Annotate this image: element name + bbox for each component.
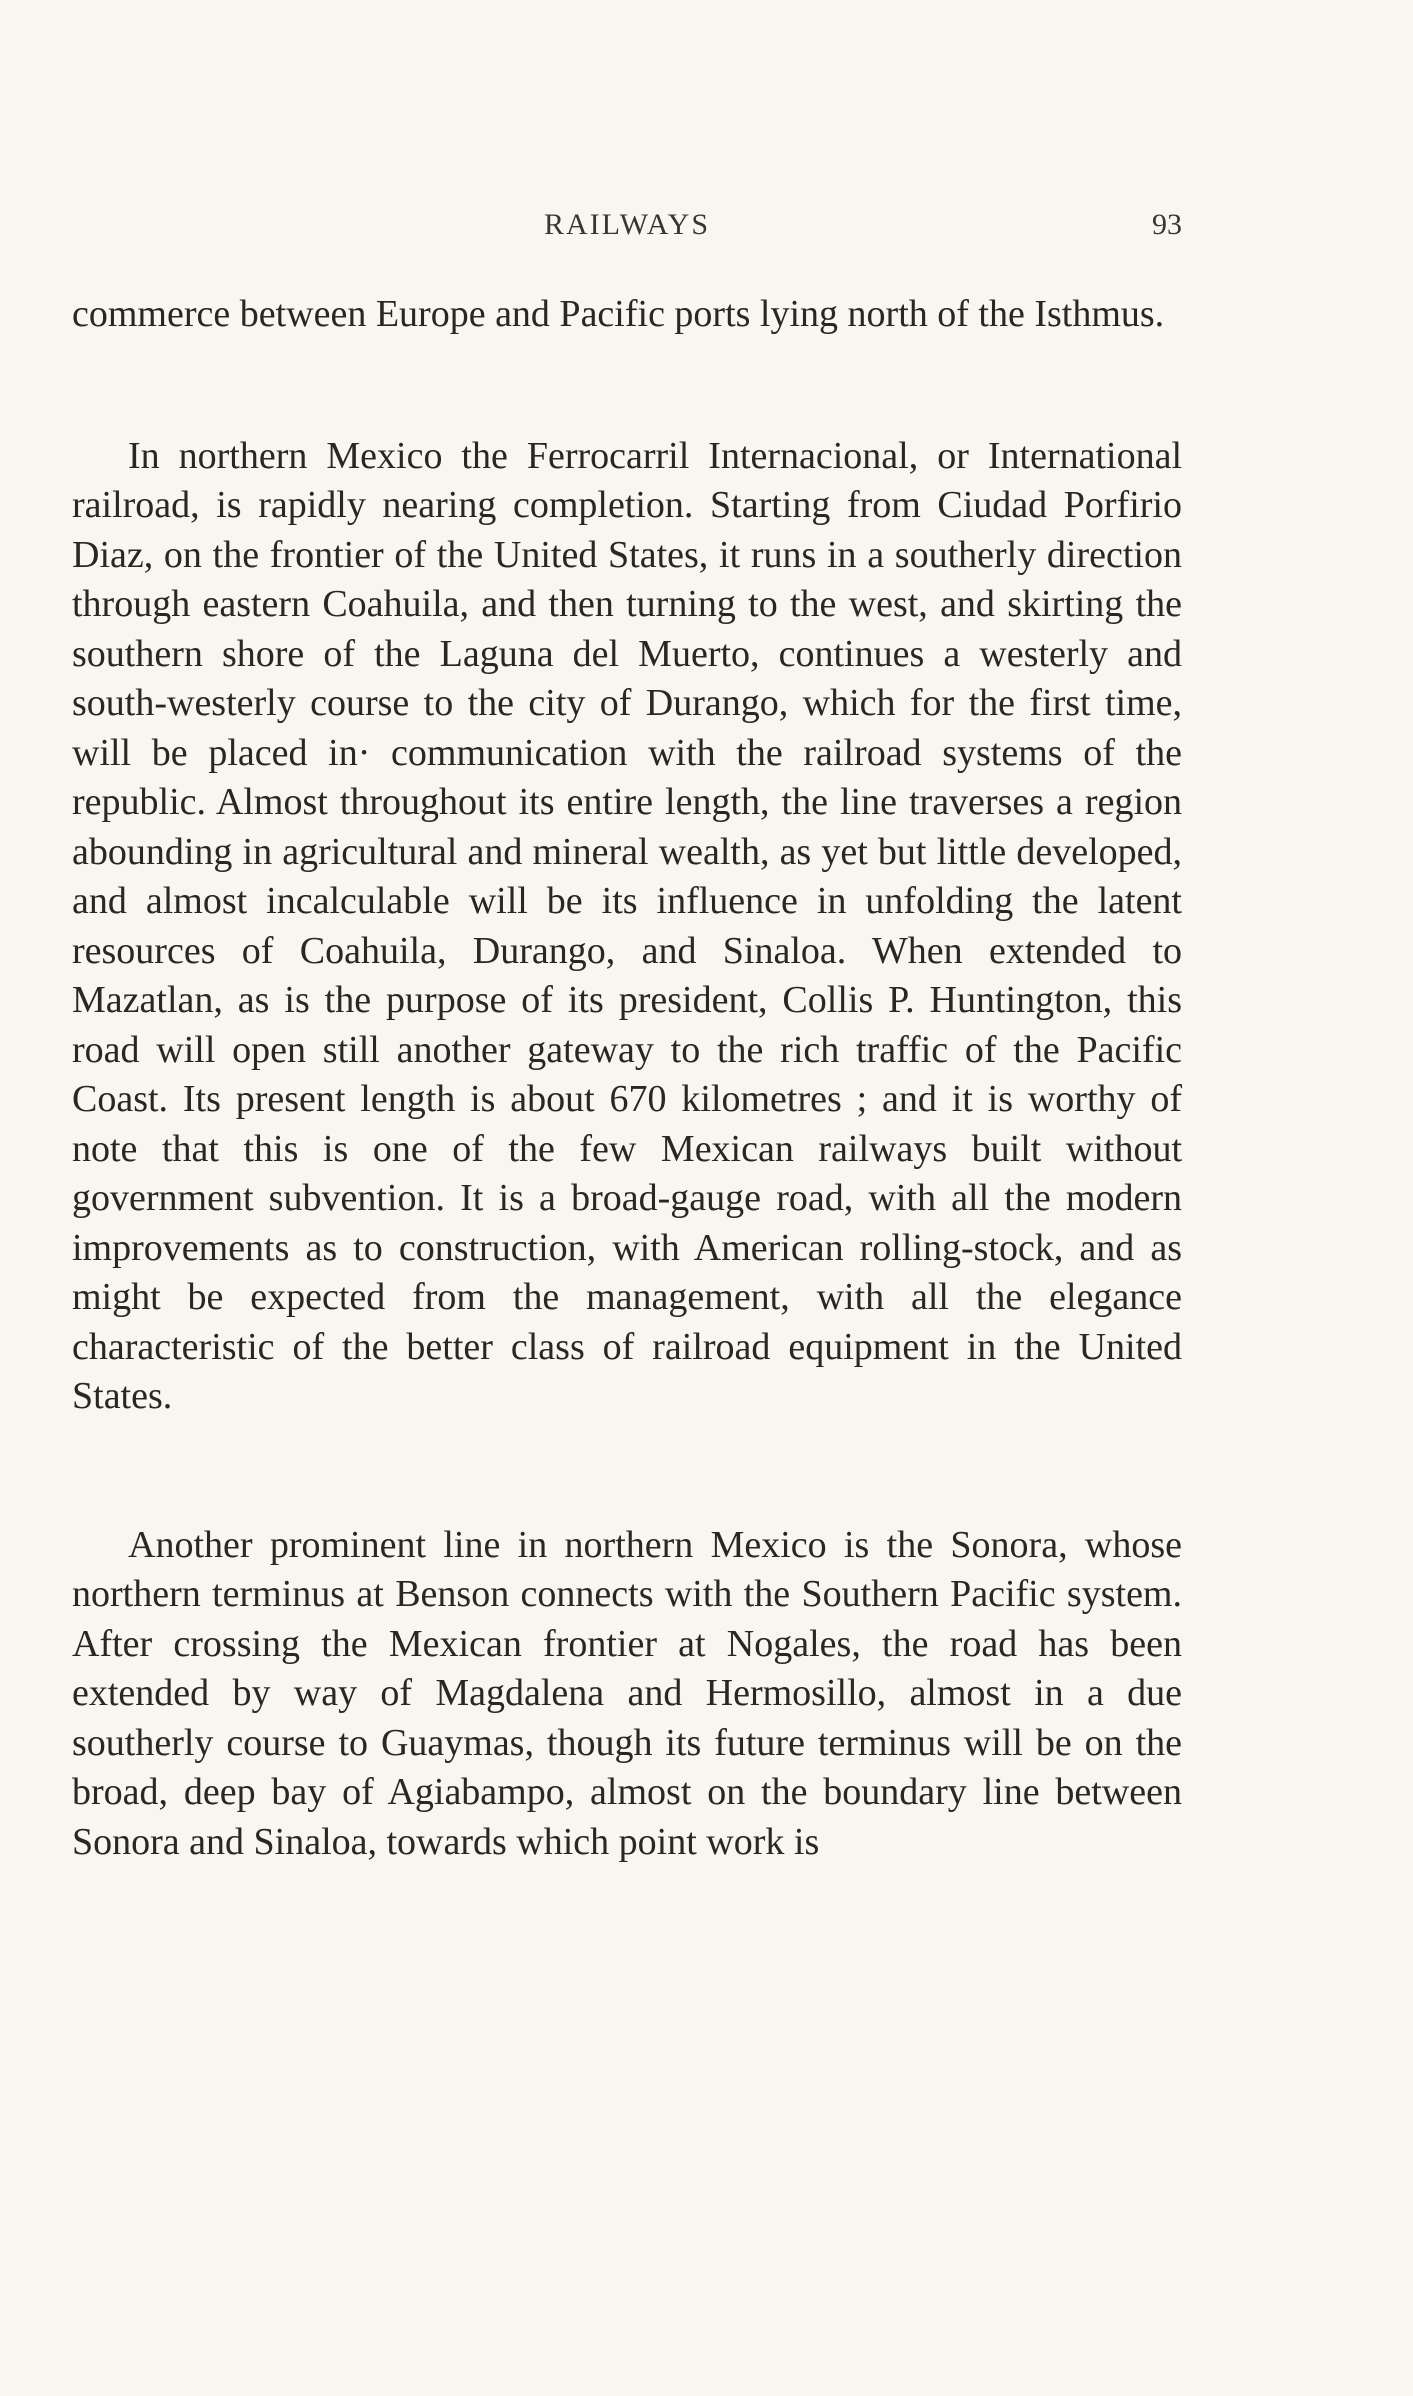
paragraph-international-railroad: In northern Mexico the Ferrocarril Internacional, or International railroad, is rapidly nearing completion. Starting from Ciudad Porfirio Diaz, on the frontier of the United States, it runs in a southerly direction through eastern Coahuila, and then turning to the west, and skirting the southern shore of the Laguna del Muerto, continues a westerly and south-westerly course to the city of Durango, which for the first time, will be placed in· communication with the railroad systems of the republic. Almost throughout its entire length, the line traverses a region abounding in agricultural and mineral wealth, as yet but little developed, and almost incalculable will be its influence in unfolding the latent resources of Coahuila, Durango, and Sinaloa. When extended to Mazatlan, as is the purpose of its president, Collis P. Huntington, this road will open still another gateway to the rich traffic of the Pacific Coast. Its present length is about 670 kilometres ; and it is worthy of note that this is one of the few Mexican railways built without government subvention. It is a broad-gauge road, with all the modern improvements as to construction, with American rolling-stock, and as might be expected from the management, with all the elegance characteristic of the better class of railroad equipment in the United States. [72, 434, 1182, 1417]
paragraph-continuation: commerce between Europe and Pacific ports lying north of the Isthmus. [72, 293, 1165, 335]
paragraph-sonora-railroad: Another prominent line in northern Mexico is the Sonora, whose northern terminus at Benson connects with the Southern Pacific system. After crossing the Mexican frontier at Nogales, the road has been extended by way of Magdalena and Hermosillo, almost in a due southerly course to Guaymas, though its future terminus will be on the broad, deep bay of Agiabampo, almost on the boundary line between Sonora and Sinaloa, towards which point work is [72, 1523, 1182, 1863]
running-head [72, 208, 1182, 248]
body-text [72, 290, 1182, 1867]
running-title: RAILWAYS [543, 208, 710, 241]
paragraph-spacing [72, 1422, 1182, 1521]
page-number: 93 [1152, 208, 1182, 241]
paragraph-spacing [72, 340, 1182, 432]
